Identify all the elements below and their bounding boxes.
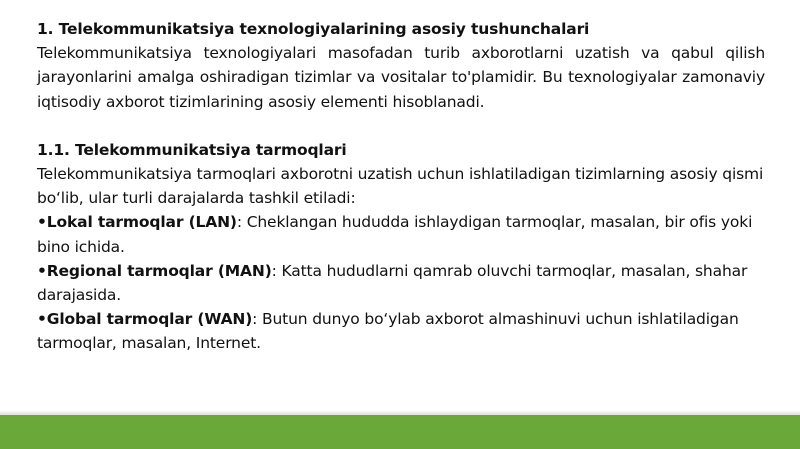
bullet-text-man: : Katta hududlarni qamrab oluvchi tarmoqlar, masalan, shahar darajasida. — [37, 261, 748, 305]
bullet-marker: • — [37, 310, 47, 329]
section-heading-1: 1. Telekommunikatsiya texnologiyalarining asosiy tushunchalari — [37, 20, 590, 38]
section-paragraph-1: Telekommunikatsiya texnologiyalari masofadan turib axborotlarni uzatish va qabul qilish jarayonlarini amalga oshiradigan tizimlar va vositalar to'plamidir. Bu texnologiyalar zamonaviy iqtisodiy axborot tizimlarining asosiy elementi hisoblanadi. — [37, 44, 765, 111]
bullet-marker: • — [37, 213, 47, 232]
bullet-term-man: Regional tarmoqlar (MAN) — [46, 261, 272, 280]
bullet-text-wan: : Butun dunyo bo‘ylab axborot almashinuvi uchun ishlatiladigan tarmoqlar, masalan, Internet. — [37, 310, 739, 353]
bullet-item-wan — [37, 307, 765, 355]
bullet-marker: • — [37, 261, 47, 280]
bullet-item-man — [37, 259, 765, 307]
footer-accent-bar — [0, 415, 800, 449]
section-heading-2: 1.1. Telekommunikatsiya tarmoqlari — [37, 140, 347, 159]
bullet-term-lan: Lokal tarmoqlar (LAN) — [46, 213, 237, 232]
slide-content — [37, 17, 765, 356]
bullet-text-lan: : Cheklangan hududda ishlaydigan tarmoqlar, masalan, bir ofis yoki bino ichida. — [37, 213, 753, 256]
bullet-item-lan — [37, 210, 765, 258]
section-intro-2: Telekommunikatsiya tarmoqlari axborotni uzatish uchun ishlatiladigan tizimlarning asosiy qismi bo‘lib, ular turli darajalarda tashkil etiladi: — [37, 165, 764, 208]
section-spacer — [37, 114, 765, 138]
bullet-term-wan: Global tarmoqlar (WAN) — [46, 310, 253, 329]
